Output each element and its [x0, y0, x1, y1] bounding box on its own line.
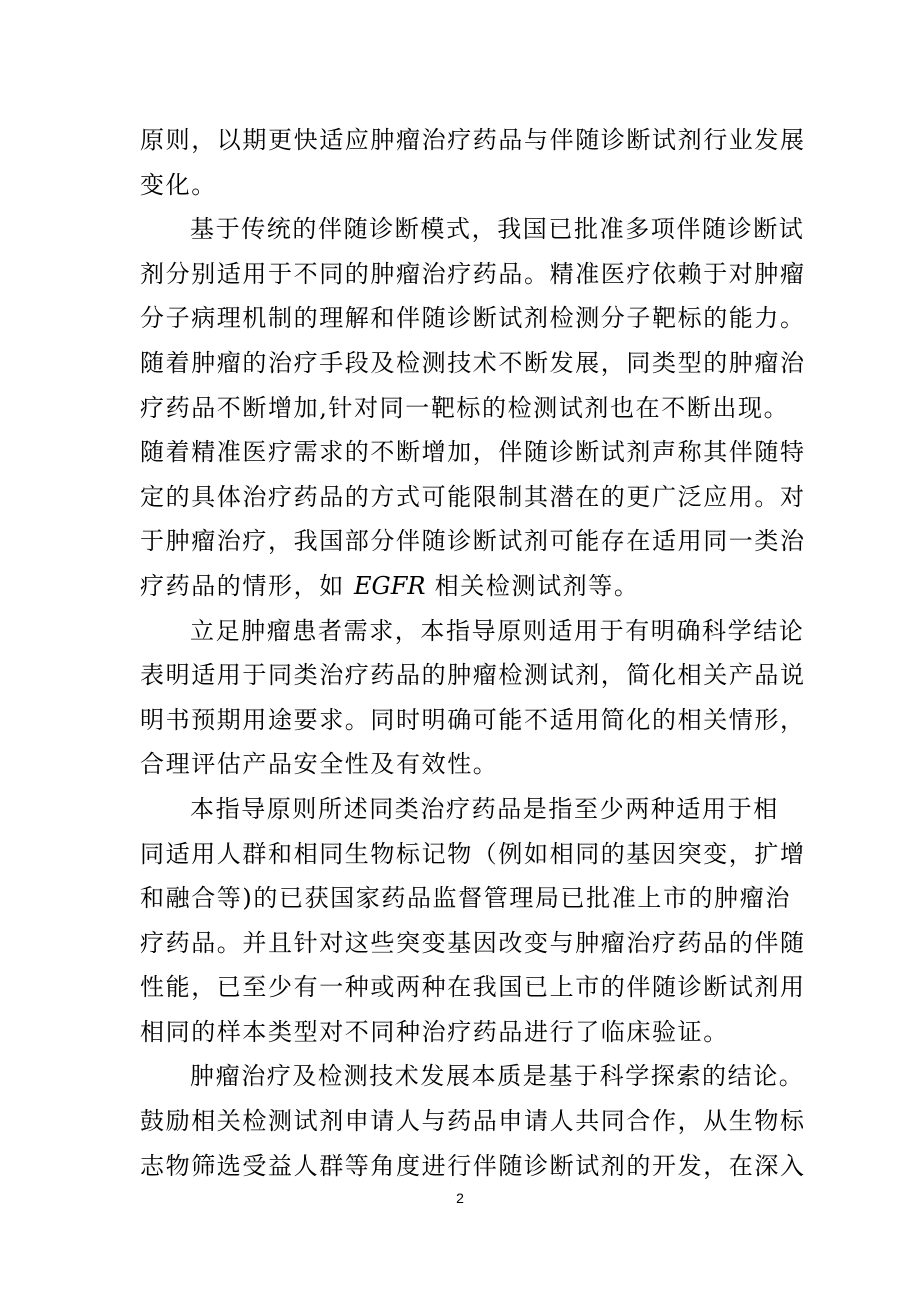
text-line: 随着肿瘤的治疗手段及检测技术不断发展，同类型的肿瘤治: [140, 348, 806, 377]
page-number: 2: [456, 1190, 464, 1206]
text-segment: 疗药品的情形，如: [140, 571, 355, 600]
paragraph-4: [140, 787, 806, 1055]
text-line: 于肿瘤治疗，我国部分伴随诊断试剂可能存在适用同一类治: [140, 527, 806, 556]
paragraph-5: [140, 1054, 806, 1188]
text-line: 基于传统的伴随诊断模式，我国已批准多项伴随诊断试: [190, 215, 805, 244]
text-segment: 相关检测试剂等。: [425, 571, 640, 600]
text-line: 疗药品不断增加,针对同一靶标的检测试剂也在不断出现。: [140, 393, 790, 422]
text-line: 肿瘤治疗及检测技术发展本质是基于科学探索的结论。: [190, 1062, 805, 1091]
text-line: 立足肿瘤患者需求，本指导原则适用于有明确科学结论: [190, 616, 805, 645]
text-line: 分子病理机制的理解和伴随诊断试剂检测分子靶标的能力。: [140, 304, 806, 333]
text-line: 志物筛选受益人群等角度进行伴随诊断试剂的开发，在深入: [140, 1151, 806, 1180]
text-line: 随着精准医疗需求的不断增加，伴随诊断试剂声称其伴随特: [140, 438, 806, 467]
text-line: 表明适用于同类治疗药品的肿瘤检测试剂，简化相关产品说: [140, 661, 806, 690]
text-line: 本指导原则所述同类治疗药品是指至少两种适用于相: [190, 794, 779, 823]
paragraph-2: [140, 207, 806, 608]
gene-name-italic: EGFR: [354, 571, 426, 600]
text-line: 变化。: [140, 170, 217, 199]
text-line: 鼓励相关检测试剂申请人与药品申请人共同合作，从生物标: [140, 1107, 806, 1136]
text-line: 疗药品。并且针对这些突变基因改变与肿瘤治疗药品的伴随: [140, 928, 806, 957]
paragraph-3: [140, 609, 806, 787]
text-line: 明书预期用途要求。同时明确可能不适用简化的相关情形，: [140, 705, 806, 734]
text-line: 性能，已至少有一种或两种在我国已上市的伴随诊断试剂用: [140, 973, 806, 1002]
text-line: 合理评估产品安全性及有效性。: [140, 750, 499, 779]
text-line: 和融合等)的已获国家药品监督管理局已批准上市的肿瘤治: [140, 884, 791, 913]
document-body: [140, 118, 806, 1188]
text-line: 同适用人群和相同生物标记物（例如相同的基因突变，扩增: [140, 839, 806, 868]
text-line: 剂分别适用于不同的肿瘤治疗药品。精准医疗依赖于对肿瘤: [140, 259, 806, 288]
paragraph-1: [140, 118, 806, 207]
text-line: 原则，以期更快适应肿瘤治疗药品与伴随诊断试剂行业发展: [140, 126, 806, 154]
text-line: 相同的样本类型对不同种治疗药品进行了临床验证。: [140, 1017, 729, 1046]
text-line-mixed: [140, 564, 780, 609]
text-line: 定的具体治疗药品的方式可能限制其潜在的更广泛应用。对: [140, 482, 806, 511]
